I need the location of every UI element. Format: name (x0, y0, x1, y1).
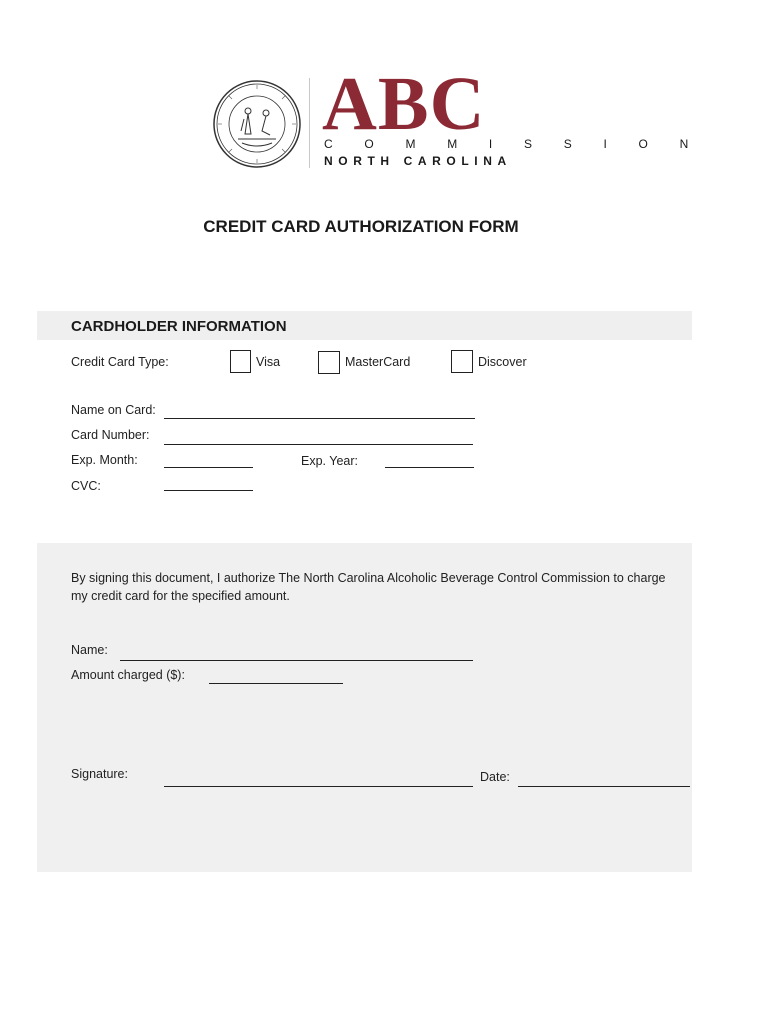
mastercard-checkbox[interactable] (318, 351, 340, 374)
discover-label: Discover (478, 355, 527, 369)
logo-commission-text: C O M M I S S I O N (324, 137, 703, 151)
logo-divider (309, 78, 310, 168)
logo-abc-text: ABC (322, 62, 486, 146)
visa-checkbox[interactable] (230, 350, 251, 373)
logo-state-text: NORTH CAROLINA (324, 154, 512, 168)
name-on-card-label: Name on Card: (71, 403, 156, 417)
auth-name-field[interactable] (120, 660, 473, 661)
name-on-card-field[interactable] (164, 418, 475, 419)
cvc-label: CVC: (71, 479, 101, 493)
signature-label: Signature: (71, 767, 128, 781)
exp-month-label: Exp. Month: (71, 453, 138, 467)
form-title: CREDIT CARD AUTHORIZATION FORM (203, 217, 519, 236)
discover-checkbox[interactable] (451, 350, 473, 373)
mastercard-label: MasterCard (345, 355, 411, 369)
signature-field[interactable] (164, 786, 473, 787)
amount-charged-field[interactable] (209, 683, 343, 684)
date-label: Date: (480, 770, 510, 784)
cvc-field[interactable] (164, 490, 253, 491)
exp-year-label: Exp. Year: (301, 454, 358, 468)
exp-month-field[interactable] (164, 467, 253, 468)
state-seal-logo (212, 79, 302, 169)
card-number-label: Card Number: (71, 428, 150, 442)
authorization-statement: By signing this document, I authorize The North Carolina Alcoholic Beverage Control Commission to charge my credit card for the specified amount. (71, 571, 666, 603)
amount-charged-label: Amount charged ($): (71, 668, 185, 682)
date-field[interactable] (518, 786, 690, 787)
auth-name-label: Name: (71, 643, 108, 657)
visa-label: Visa (256, 355, 281, 369)
exp-year-field[interactable] (385, 467, 474, 468)
cardholder-heading: CARDHOLDER INFORMATION (71, 318, 287, 335)
card-number-field[interactable] (164, 444, 473, 445)
card-type-label: Credit Card Type: (71, 355, 169, 369)
